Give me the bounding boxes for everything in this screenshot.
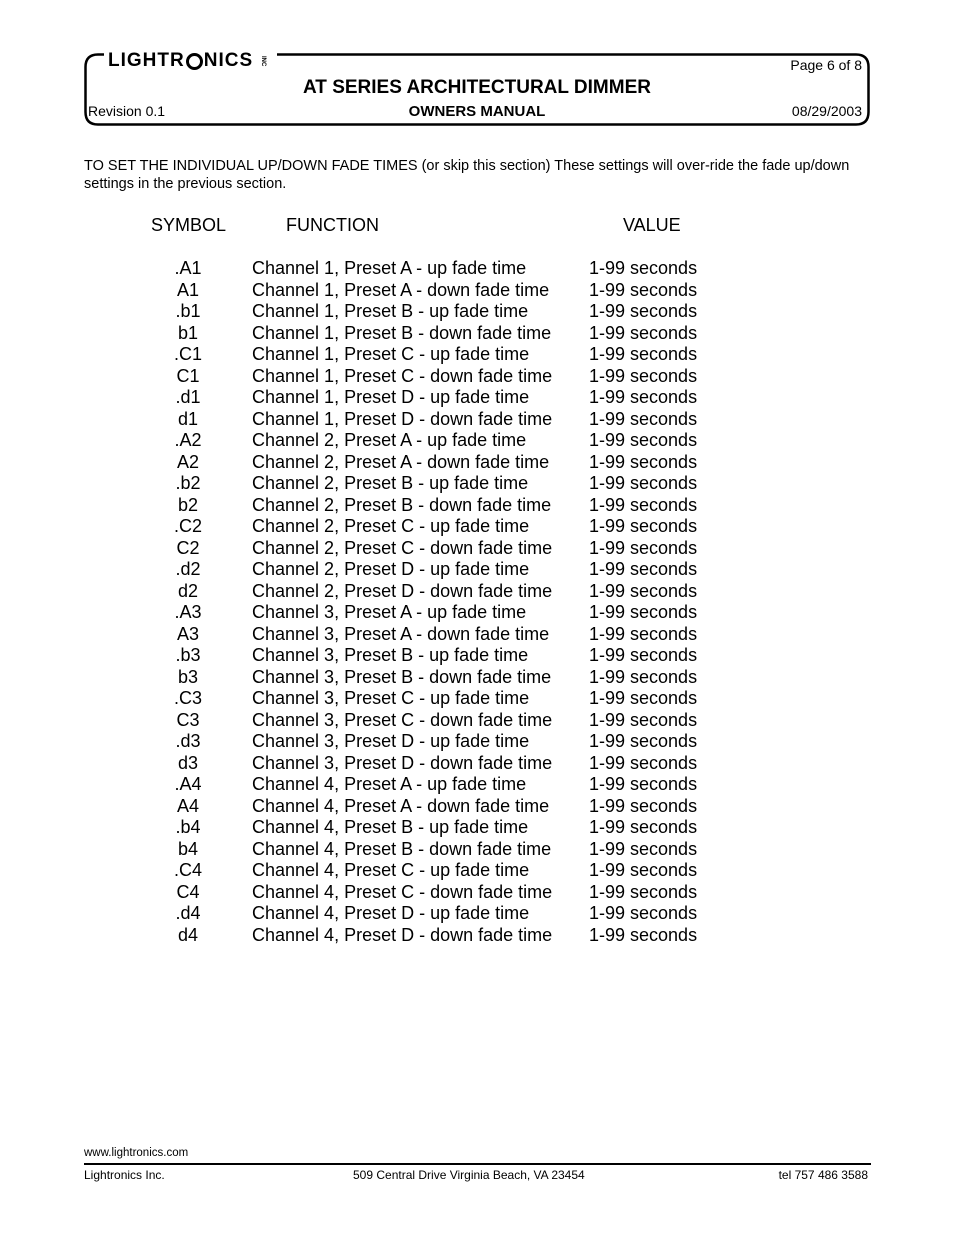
symbol-cell: .d1 [175,387,201,407]
value-cell: 1-99 seconds [589,838,698,859]
table-row [150,344,697,366]
function-cell: Channel 1, Preset C - up fade time [252,344,530,364]
intro-paragraph: TO SET THE INDIVIDUAL UP/DOWN FADE TIMES (or skip this section) These settings will over-ride the fade up/down settings in the previous section. [84,158,850,192]
function-cell: Channel 3, Preset A - down fade time [252,623,550,644]
function-cell: Channel 2, Preset A - down fade time [252,451,550,472]
function-cell: Channel 1, Preset B - up fade time [252,301,529,321]
symbol-cell: b4 [177,838,199,859]
page-number: Page 6 of 8 [790,57,862,73]
function-cell: Channel 2, Preset D - up fade time [252,559,530,579]
table-row [150,473,697,495]
symbol-cell: C3 [176,709,200,730]
table-row [150,452,697,474]
symbol-cell: .b4 [175,817,201,837]
symbol-cell: .A4 [174,774,202,794]
function-cell: Channel 1, Preset B - down fade time [252,322,552,343]
function-cell: Channel 1, Preset D - down fade time [252,408,553,429]
table-row [150,409,697,431]
document-header [84,50,870,126]
table-row [150,688,697,710]
footer-address: 509 Central Drive Virginia Beach, VA 23454 [353,1168,585,1182]
symbol-cell: C2 [176,537,200,558]
value-cell: 1-99 seconds [589,666,698,687]
function-cell: Channel 2, Preset B - up fade time [252,473,529,493]
symbol-cell: b2 [177,494,199,515]
function-cell: Channel 2, Preset D - down fade time [252,580,553,601]
footer-divider [84,1163,871,1165]
column-header-value: VALUE [623,215,681,235]
value-cell: 1-99 seconds [589,451,698,472]
value-cell: 1-99 seconds [589,430,698,450]
table-row [150,581,697,603]
table-row [150,538,697,560]
symbol-cell: C1 [176,365,200,386]
function-cell: Channel 4, Preset A - up fade time [252,774,527,794]
table-row [150,602,697,624]
function-cell: Channel 4, Preset B - down fade time [252,838,552,859]
footer-company: Lightronics Inc. [84,1168,165,1182]
document-date: 08/29/2003 [791,103,862,119]
function-cell: Channel 3, Preset B - up fade time [252,645,529,665]
function-cell: Channel 3, Preset B - down fade time [252,666,552,687]
function-cell: Channel 4, Preset C - down fade time [252,881,553,902]
symbol-cell: .d3 [175,731,201,751]
table-row [150,258,697,280]
value-cell: 1-99 seconds [589,258,698,278]
value-cell: 1-99 seconds [589,817,698,837]
table-row [150,903,697,925]
footer-url: www.lightronics.com [84,1147,189,1159]
function-cell: Channel 1, Preset A - down fade time [252,279,550,300]
value-cell: 1-99 seconds [589,537,698,558]
value-cell: 1-99 seconds [589,860,698,880]
function-cell: Channel 4, Preset A - down fade time [252,795,550,816]
value-cell: 1-99 seconds [589,516,698,536]
symbol-cell: .C3 [173,688,202,708]
value-cell: 1-99 seconds [589,709,698,730]
function-cell: Channel 4, Preset D - up fade time [252,903,530,923]
symbol-cell: b3 [177,666,199,687]
function-cell: Channel 2, Preset B - down fade time [252,494,552,515]
document-subtitle: OWNERS MANUAL [408,103,546,120]
symbol-cell: A4 [176,795,200,816]
symbol-cell: d1 [177,408,199,429]
table-row [150,860,697,882]
table-row [150,731,697,753]
table-row [150,624,697,646]
symbol-cell: C4 [176,881,200,902]
column-header-function: FUNCTION [286,215,379,235]
value-cell: 1-99 seconds [589,301,698,321]
value-cell: 1-99 seconds [589,365,698,386]
function-cell: Channel 3, Preset D - up fade time [252,731,530,751]
function-cell: Channel 1, Preset A - up fade time [252,258,527,278]
table-row [150,495,697,517]
table-row [150,839,697,861]
table-row [150,366,697,388]
function-cell: Channel 3, Preset C - up fade time [252,688,530,708]
value-cell: 1-99 seconds [589,559,698,579]
value-cell: 1-99 seconds [589,881,698,902]
symbol-cell: .C1 [173,344,202,364]
function-cell: Channel 2, Preset A - up fade time [252,430,527,450]
footer-phone: tel 757 486 3588 [778,1168,868,1182]
table-row [150,301,697,323]
function-cell: Channel 1, Preset D - up fade time [252,387,530,407]
symbol-cell: A1 [176,279,200,300]
function-cell: Channel 2, Preset C - up fade time [252,516,530,536]
value-cell: 1-99 seconds [589,924,698,945]
table-row [150,882,697,904]
symbol-cell: .b2 [175,473,201,493]
fade-time-rows [150,258,697,946]
symbol-cell: .b1 [175,301,201,321]
value-cell: 1-99 seconds [589,473,698,493]
fade-time-table [150,258,697,946]
column-header-symbol: SYMBOL [151,215,227,235]
symbol-cell: b1 [177,322,199,343]
symbol-cell: .d2 [175,559,201,579]
logo-ring-icon [186,53,203,70]
table-row [150,323,697,345]
value-cell: 1-99 seconds [589,645,698,665]
symbol-cell: d4 [177,924,199,945]
value-cell: 1-99 seconds [589,344,698,364]
table-row [150,774,697,796]
lightronics-logo: LIGHTR NICS INC [104,53,277,69]
value-cell: 1-99 seconds [589,774,698,794]
symbol-cell: .b3 [175,645,201,665]
symbol-cell: .C4 [173,860,202,880]
symbol-cell: .A2 [174,430,202,450]
function-cell: Channel 3, Preset D - down fade time [252,752,553,773]
table-row [150,817,697,839]
symbol-cell: .A1 [174,258,202,278]
value-cell: 1-99 seconds [589,279,698,300]
function-cell: Channel 1, Preset C - down fade time [252,365,553,386]
table-row [150,645,697,667]
symbol-cell: A3 [176,623,200,644]
value-cell: 1-99 seconds [589,387,698,407]
value-cell: 1-99 seconds [589,580,698,601]
value-cell: 1-99 seconds [589,688,698,708]
function-cell: Channel 4, Preset D - down fade time [252,924,553,945]
document-title: AT SERIES ARCHITECTURAL DIMMER [303,77,651,98]
value-cell: 1-99 seconds [589,795,698,816]
table-row [150,753,697,775]
symbol-cell: .C2 [173,516,202,536]
symbol-cell: d3 [177,752,199,773]
table-row [150,667,697,689]
value-cell: 1-99 seconds [589,602,698,622]
table-row [150,280,697,302]
table-row [150,516,697,538]
table-row [150,387,697,409]
function-cell: Channel 4, Preset C - up fade time [252,860,530,880]
function-cell: Channel 4, Preset B - up fade time [252,817,529,837]
table-row [150,925,697,947]
revision-label: Revision 0.1 [88,103,166,119]
symbol-cell: d2 [177,580,199,601]
value-cell: 1-99 seconds [589,408,698,429]
table-row [150,559,697,581]
function-cell: Channel 3, Preset A - up fade time [252,602,527,622]
value-cell: 1-99 seconds [589,623,698,644]
function-cell: Channel 3, Preset C - down fade time [252,709,553,730]
symbol-cell: .d4 [175,903,201,923]
table-row [150,710,697,732]
symbol-cell: .A3 [174,602,202,622]
value-cell: 1-99 seconds [589,322,698,343]
symbol-cell: A2 [176,451,200,472]
function-cell: Channel 2, Preset C - down fade time [252,537,553,558]
table-row [150,430,697,452]
value-cell: 1-99 seconds [589,494,698,515]
value-cell: 1-99 seconds [589,752,698,773]
value-cell: 1-99 seconds [589,731,698,751]
table-row [150,796,697,818]
value-cell: 1-99 seconds [589,903,698,923]
